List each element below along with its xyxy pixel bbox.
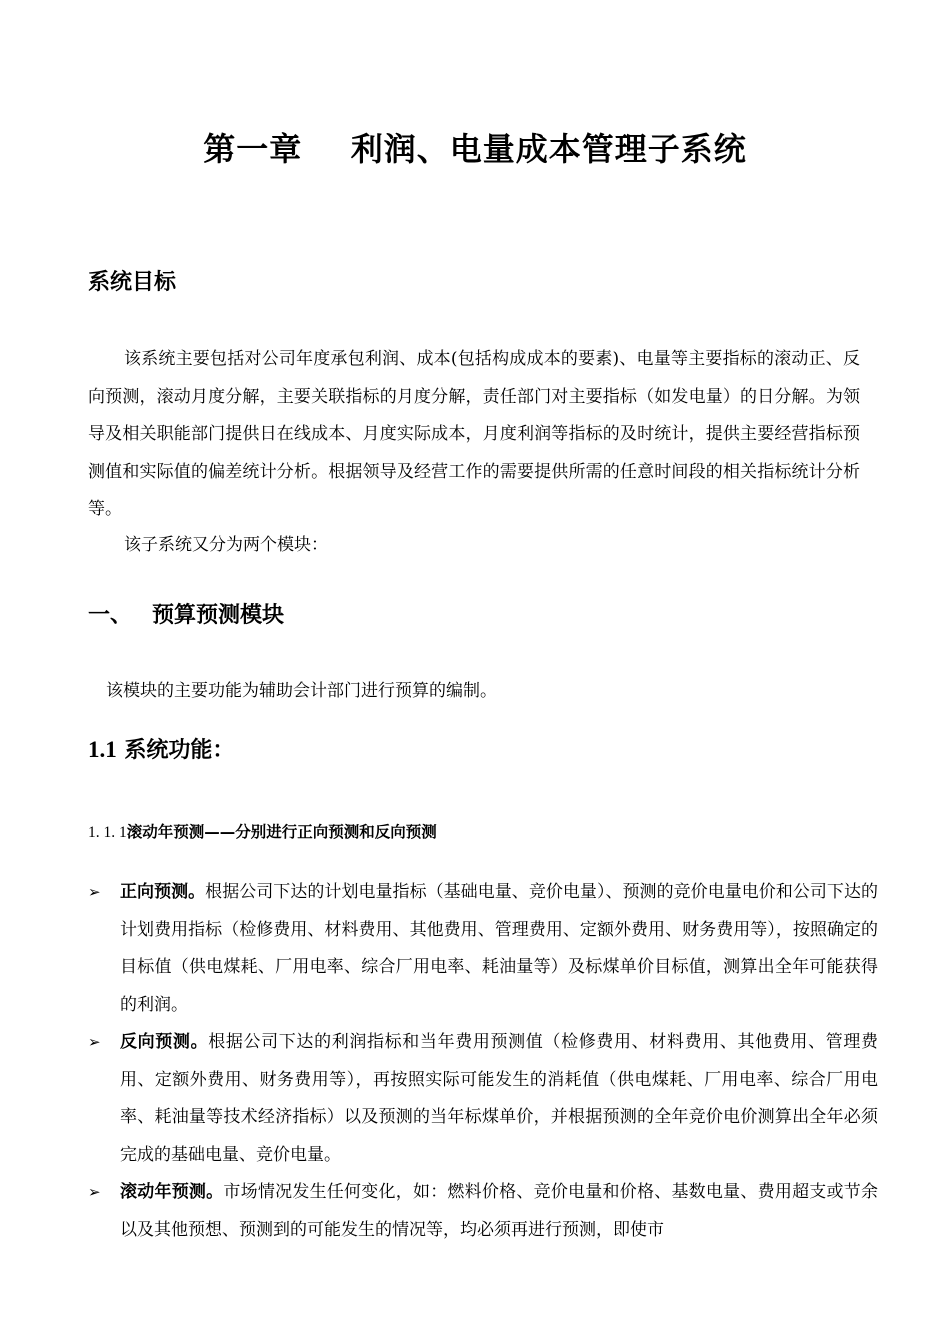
list-item-title: 正向预测。	[120, 882, 206, 902]
arrow-bullet-icon: ➢	[88, 1183, 101, 1201]
subsection-title: 滚动年预测——分别进行正向预测和反向预测	[126, 823, 437, 841]
module-description: 该模块的主要功能为辅助会计部门进行预算的编制。	[106, 681, 497, 701]
subsection-number: 1. 1. 1	[88, 824, 127, 841]
list-item-rolling-prediction	[88, 1174, 878, 1249]
list-item-reverse-prediction	[88, 1024, 878, 1174]
system-goal-paragraph: 该系统主要包括对公司年度承包利润、成本(包括构成成本的要素)、电量等主要指标的滚动正、反向预测，滚动月度分解，主要关联指标的月度分解，责任部门对主要指标（如发电量）的日分解。为领导及相关职能部门提供日在线成本、月度实际成本，月度利润等指标的及时统计，提供主要经营指标预测值和实际值的偏差统计分析。根据领导及经营工作的需要提供所需的任意时间段的相关指标统计分析等。	[88, 349, 860, 519]
module-number: 一、	[88, 603, 133, 628]
section-heading-system-goal: 系统目标	[88, 270, 177, 295]
list-item-text: 根据公司下达的利润指标和当年费用预测值（检修费用、材料费用、其他费用、管理费用、定额外费用、财务费用等），再按照实际可能发生的消耗值（供电煤耗、厂用电率、综合厂用电率、耗油量等技术经济指标）以及预测的当年标煤单价，并根据预测的全年竞价电价测算出全年必须完成的基础电量、竞价电量。	[120, 1032, 879, 1165]
prediction-list	[88, 874, 878, 1249]
modules-intro-text: 该子系统又分为两个模块：	[124, 535, 328, 555]
subsection-heading	[88, 820, 437, 842]
functions-title: 系统功能：	[124, 738, 235, 763]
chapter-title: 第一章 利润、电量成本管理子系统	[203, 130, 747, 168]
module-heading	[88, 598, 284, 629]
list-item-title: 反向预测。	[120, 1032, 209, 1052]
list-item-title: 滚动年预测。	[120, 1182, 224, 1202]
functions-number: 1.1	[88, 737, 117, 762]
functions-heading	[88, 733, 234, 764]
list-item-text: 根据公司下达的计划电量指标（基础电量、竞价电量）、预测的竞价电量电价和公司下达的计划费用指标（检修费用、材料费用、其他费用、管理费用、定额外费用、财务费用等），按照确定的目标值（供电煤耗、厂用电率、综合厂用电率、耗油量等）及标煤单价目标值，测算出全年可能获得的利润。	[120, 882, 878, 1015]
arrow-bullet-icon: ➢	[88, 1033, 101, 1051]
arrow-bullet-icon: ➢	[88, 883, 101, 901]
module-title: 预算预测模块	[152, 603, 285, 628]
list-item-text: 市场情况发生任何变化，如：燃料价格、竞价电量和价格、基数电量、费用超支或节余以及其他预想、预测到的可能发生的情况等，均必须再进行预测，即使市	[120, 1182, 879, 1240]
list-item-forward-prediction	[88, 874, 878, 1024]
